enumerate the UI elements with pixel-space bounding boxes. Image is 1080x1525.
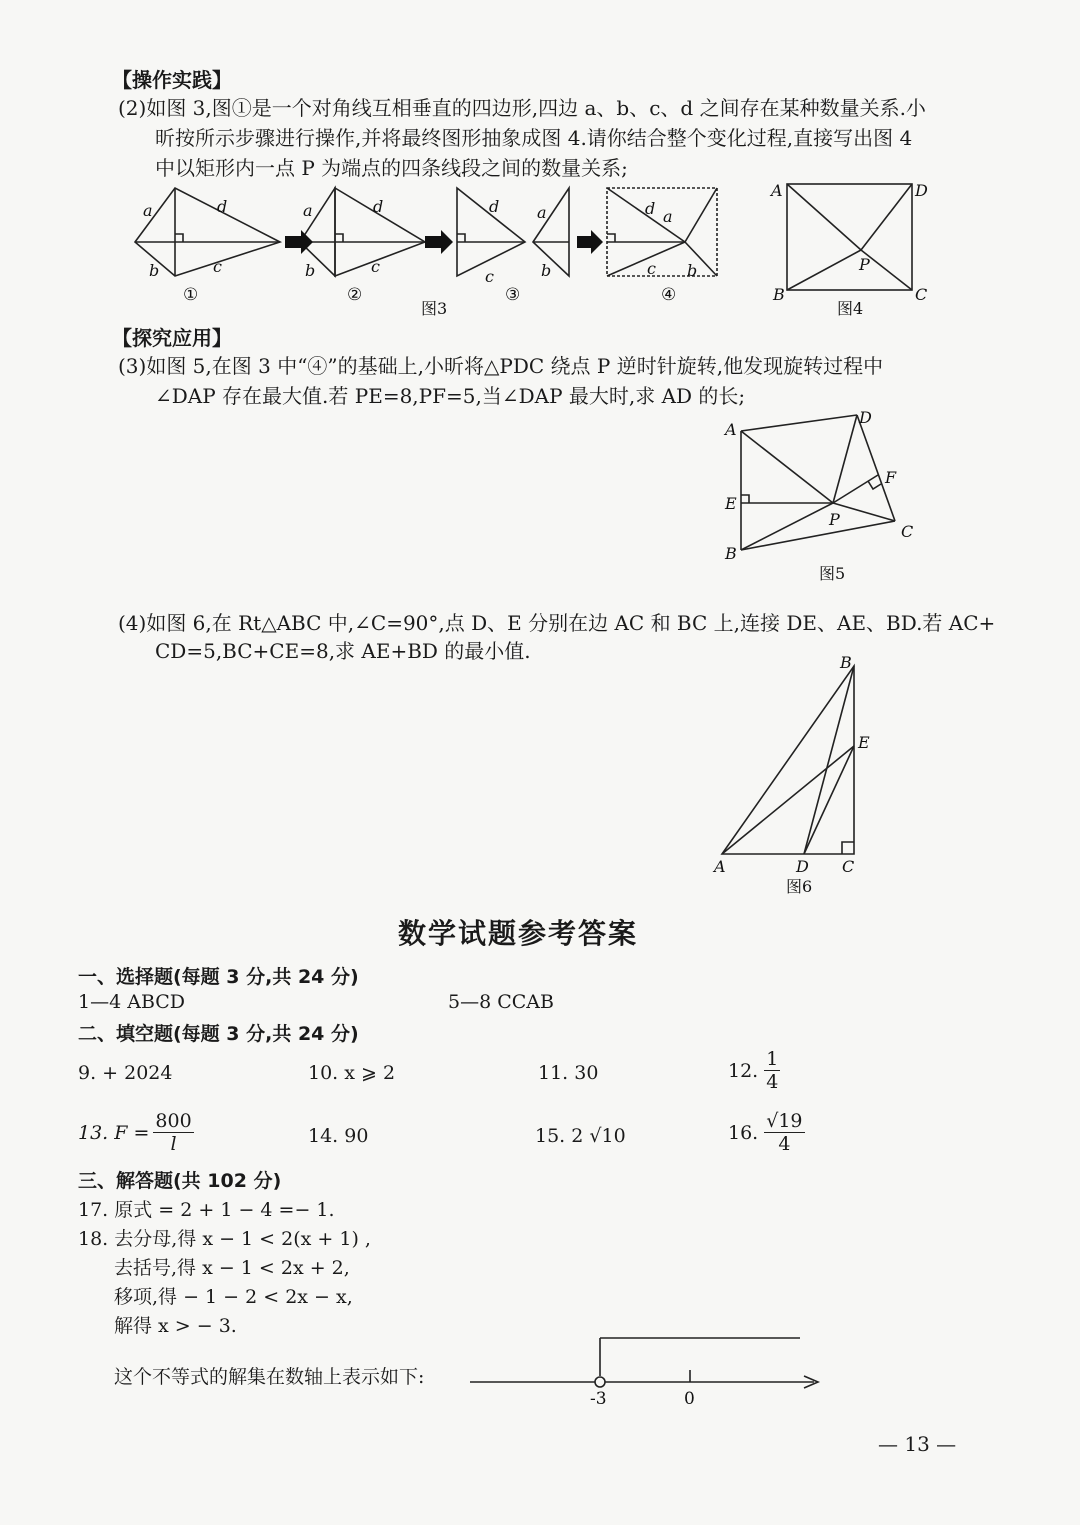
answer-13-fraction: $\frac{800}{l}$ — [155, 1110, 192, 1155]
svg-text:b: b — [687, 261, 698, 280]
svg-text:a: a — [303, 201, 313, 220]
svg-text:D: D — [915, 181, 928, 200]
svg-text:②: ② — [347, 285, 363, 305]
section-heading-ops: 【操作实践】 — [112, 68, 232, 92]
svg-text:a: a — [663, 207, 673, 226]
svg-text:a: a — [537, 203, 547, 222]
answer-17: 17. 原式 = 2 + 1 − 4 =− 1. — [78, 1199, 335, 1221]
q2-line2: 昕按所示步骤进行操作,并将最终图形抽象成图 4.请你结合整个变化过程,直接写出图 4 — [155, 126, 913, 150]
svg-text:d: d — [373, 197, 384, 216]
svg-text:图5: 图5 — [819, 564, 846, 583]
svg-text:C: C — [915, 285, 928, 304]
part2-heading: 二、填空题(每题 3 分,共 24 分) — [78, 1023, 359, 1045]
arrow-icon — [577, 230, 603, 254]
svg-text:图3: 图3 — [421, 299, 448, 318]
figure-3 — [125, 180, 745, 325]
svg-text:B: B — [773, 285, 785, 304]
arrow-icon — [425, 230, 453, 254]
svg-text:A: A — [725, 420, 737, 439]
q4-line1: (4)如图 6,在 Rt△ABC 中,∠C=90°,点 D、E 分别在边 AC 和 BC 上,连接 DE、AE、BD.若 AC+ — [118, 611, 996, 635]
svg-text:d: d — [217, 197, 228, 216]
part1-answers-b: 5—8 CCAB — [448, 991, 554, 1013]
q3-line2: ∠DAP 存在最大值.若 PE=8,PF=5,当∠DAP 最大时,求 AD 的长; — [155, 384, 746, 408]
svg-text:A: A — [771, 181, 783, 200]
answer-18-line3: 移项,得 − 1 − 2 < 2x − x, — [114, 1286, 353, 1308]
answers-title: 数学试题参考答案 — [398, 917, 639, 950]
numline-text: 这个不等式的解集在数轴上表示如下: — [114, 1366, 425, 1388]
svg-text:c: c — [485, 267, 494, 286]
svg-text:F: F — [885, 468, 897, 487]
svg-text:E: E — [858, 733, 870, 752]
answer-18-line1: 18. 去分母,得 x − 1 < 2(x + 1) , — [78, 1228, 371, 1250]
svg-text:B: B — [725, 544, 737, 563]
svg-text:0: 0 — [684, 1389, 695, 1409]
svg-text:B: B — [840, 654, 852, 672]
svg-text:c: c — [647, 259, 656, 278]
answer-18-line4: 解得 x > − 3. — [114, 1315, 237, 1337]
part1-heading: 一、选择题(每题 3 分,共 24 分) — [78, 966, 359, 988]
svg-text:b: b — [541, 261, 552, 280]
svg-text:③: ③ — [505, 285, 521, 305]
svg-text:E: E — [725, 494, 737, 513]
q4-line2: CD=5,BC+CE=8,求 AE+BD 的最小值. — [155, 639, 531, 663]
q3-line1: (3)如图 5,在图 3 中“④”的基础上,小昕将△PDC 绕点 P 逆时针旋转,他发现旋转过程中 — [118, 354, 884, 378]
svg-text:c: c — [371, 257, 380, 276]
answer-12-label: 12. — [728, 1059, 759, 1082]
q2-line3: 中以矩形内一点 P 为端点的四条线段之间的数量关系; — [155, 156, 628, 180]
answer-12 — [728, 1048, 780, 1093]
part1-answers-a: 1—4 ABCD — [78, 991, 186, 1013]
svg-text:④: ④ — [661, 285, 677, 305]
answer-16 — [728, 1110, 805, 1155]
svg-text:D: D — [859, 408, 872, 427]
svg-text:P: P — [859, 255, 870, 274]
answer-13 — [78, 1110, 194, 1155]
svg-text:D: D — [796, 857, 809, 876]
answer-11: 11. 30 — [538, 1062, 599, 1084]
open-point-icon — [595, 1377, 605, 1387]
svg-text:C: C — [901, 522, 914, 541]
svg-text:图4: 图4 — [837, 299, 864, 318]
answer-13-label: 13. F = — [78, 1121, 150, 1144]
svg-text:①: ① — [183, 285, 199, 305]
answer-18-line2: 去括号,得 x − 1 < 2x + 2, — [114, 1257, 350, 1279]
svg-text:a: a — [143, 201, 153, 220]
q2-line1: (2)如图 3,图①是一个对角线互相垂直的四边形,四边 a、b、c、d 之间存在某种数量关系.小 — [118, 96, 926, 120]
answer-15: 15. 2 √10 — [535, 1125, 626, 1147]
figure-5 — [715, 405, 925, 585]
answer-10: 10. x ⩾ 2 — [308, 1062, 396, 1084]
part3-heading: 三、解答题(共 102 分) — [78, 1170, 282, 1192]
answer-14: 14. 90 — [308, 1125, 369, 1147]
svg-text:C: C — [842, 857, 855, 876]
svg-text:d: d — [489, 197, 500, 216]
section-heading-explore: 【探究应用】 — [112, 326, 232, 350]
page-number: — 13 — — [878, 1432, 957, 1456]
answer-12-fraction: $\frac{1}{4}$ — [766, 1048, 779, 1093]
svg-text:P: P — [829, 510, 840, 529]
svg-text:-3: -3 — [590, 1389, 607, 1409]
figure-4 — [765, 176, 945, 321]
number-line — [470, 1330, 830, 1410]
svg-text:d: d — [645, 199, 656, 218]
answer-16-fraction: $\frac{√19}{4}$ — [766, 1110, 803, 1155]
figure-6 — [712, 654, 882, 899]
svg-text:b: b — [149, 261, 160, 280]
answer-9: 9. + 2024 — [78, 1062, 173, 1084]
svg-text:A: A — [714, 857, 726, 876]
answer-16-label: 16. — [728, 1121, 759, 1144]
svg-text:b: b — [305, 261, 316, 280]
svg-text:图6: 图6 — [786, 877, 813, 896]
svg-text:c: c — [213, 257, 222, 276]
fig3-step4-rect — [607, 188, 717, 276]
